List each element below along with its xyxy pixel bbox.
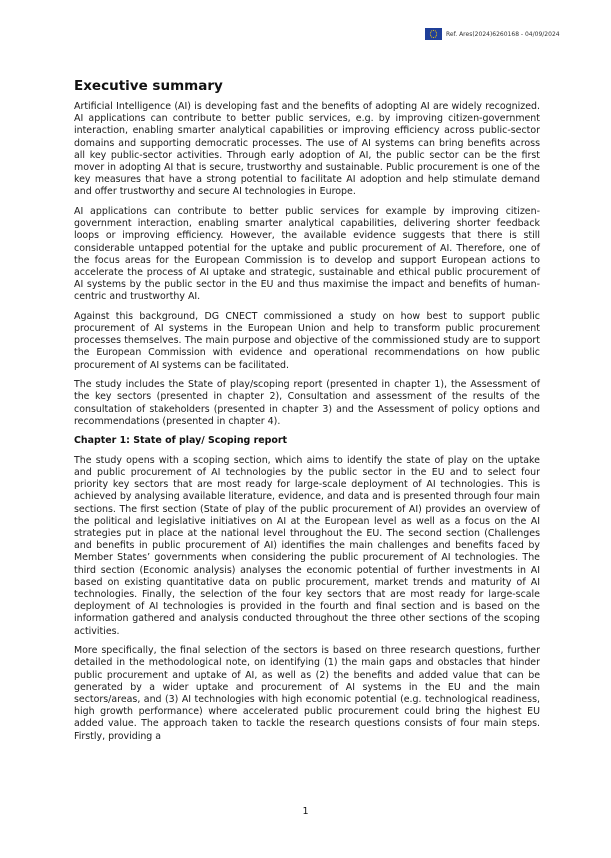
page-number: 1 (302, 806, 309, 817)
section-title: Executive summary (74, 78, 223, 94)
reference-number: Ref. Ares(2024)6260168 - 04/09/2024 (446, 30, 560, 38)
paragraph: The study includes the State of play/scoping report (presented in chapter 1), the Assessment of the key sectors (presented in chapter 2), Consultation and assessment of the results of the consultation of stakeholders (presented in chapter 3) and the Assessment of policy options and recommendations (presented in chapter 4). (74, 379, 540, 427)
paragraph: Against this background, DG CNECT commissioned a study on how best to support public procurement of AI systems in the European Union and help to transform public procurement processes themselves. The main purpose and objective of the commissioned study are to support the European Commission with evidence and operational recommendations on how public procurement of AI systems can be facilitated. (74, 310, 540, 371)
document-body (74, 78, 540, 750)
reference-stamp (425, 28, 560, 40)
paragraph: Artificial Intelligence (AI) is developing fast and the benefits of adopting AI are widely recognized. AI applications can contribute to better public services, e.g. by improving citizen-government interaction, enabling smarter analytical capabilities or improving efficiency across public-sector domains and supporting democratic processes. The use of AI systems can bring benefits across all key public-sector activities. Through early adoption of AI, the public sector can be the first mover in adopting AI that is secure, trustworthy and sustainable. Public procurement is one of the key measures that have a strong potential to facilitate AI adoption and help stimulate demand and offer trustworthy and secure AI technologies in Europe. (74, 101, 540, 198)
chapter-heading: Chapter 1: State of play/ Scoping report (74, 435, 288, 447)
paragraph: The study opens with a scoping section, which aims to identify the state of play on the uptake and public procurement of AI technologies by the public sector in the EU and to select four priority key sectors that are most ready for large-scale deployment of AI technologies. This is achieved by analysing available literature, evidence, and data and is presented through four main sections. The first section (State of play of the public procurement of AI) provides an overview of the political and legislative initiatives on AI at the European level as well as a focus on the AI strategies put in place at the national level throughout the EU. The second section (Challenges and benefits in public procurement of AI) identifies the main challenges and benefits faced by Member States’ governments when considering the public procurement of AI technologies. The third section (Economic analysis) analyses the economic potential of further investments in AI based on existing quantitative data on public procurement, market trends and maturity of AI technologies. Finally, the selection of the four key sectors that are most ready for large-scale deployment of AI technologies is provided in the fourth and final section and is based on the information gathered and analysis conducted throughout the three other sections of the scoping activities. (74, 454, 540, 637)
paragraph: AI applications can contribute to better public services for example by improving citizen-government interaction, enabling smarter analytical capabilities, delivering shorter feedback loops or improving efficiency. However, the available evidence suggests that there is still considerable untapped potential for the uptake and public procurement of AI. Therefore, one of the focus areas for the European Commission is to develop and support European actions to accelerate the process of AI uptake and strategic, sustainable and ethical public procurement of AI systems by the public sector in the EU and thus maximise the impact and benefits of human-centric and trustworthy AI. (74, 205, 540, 303)
eu-flag-icon (425, 28, 442, 40)
paragraph: More specifically, the final selection of the sectors is based on three research questions, further detailed in the methodological note, on identifying (1) the main gaps and obstacles that hinder public procurement and uptake of AI, as well as (2) the benefits and added value that can be generated by a wider uptake and procurement of AI systems in the EU and the main sectors/areas, and (3) AI technologies with high economic potential (e.g. technological readiness, high growth performance) where accelerated public procurement could bring the highest EU added value. The approach taken to tackle the research questions consists of four main steps. Firstly, providing a (74, 645, 540, 742)
